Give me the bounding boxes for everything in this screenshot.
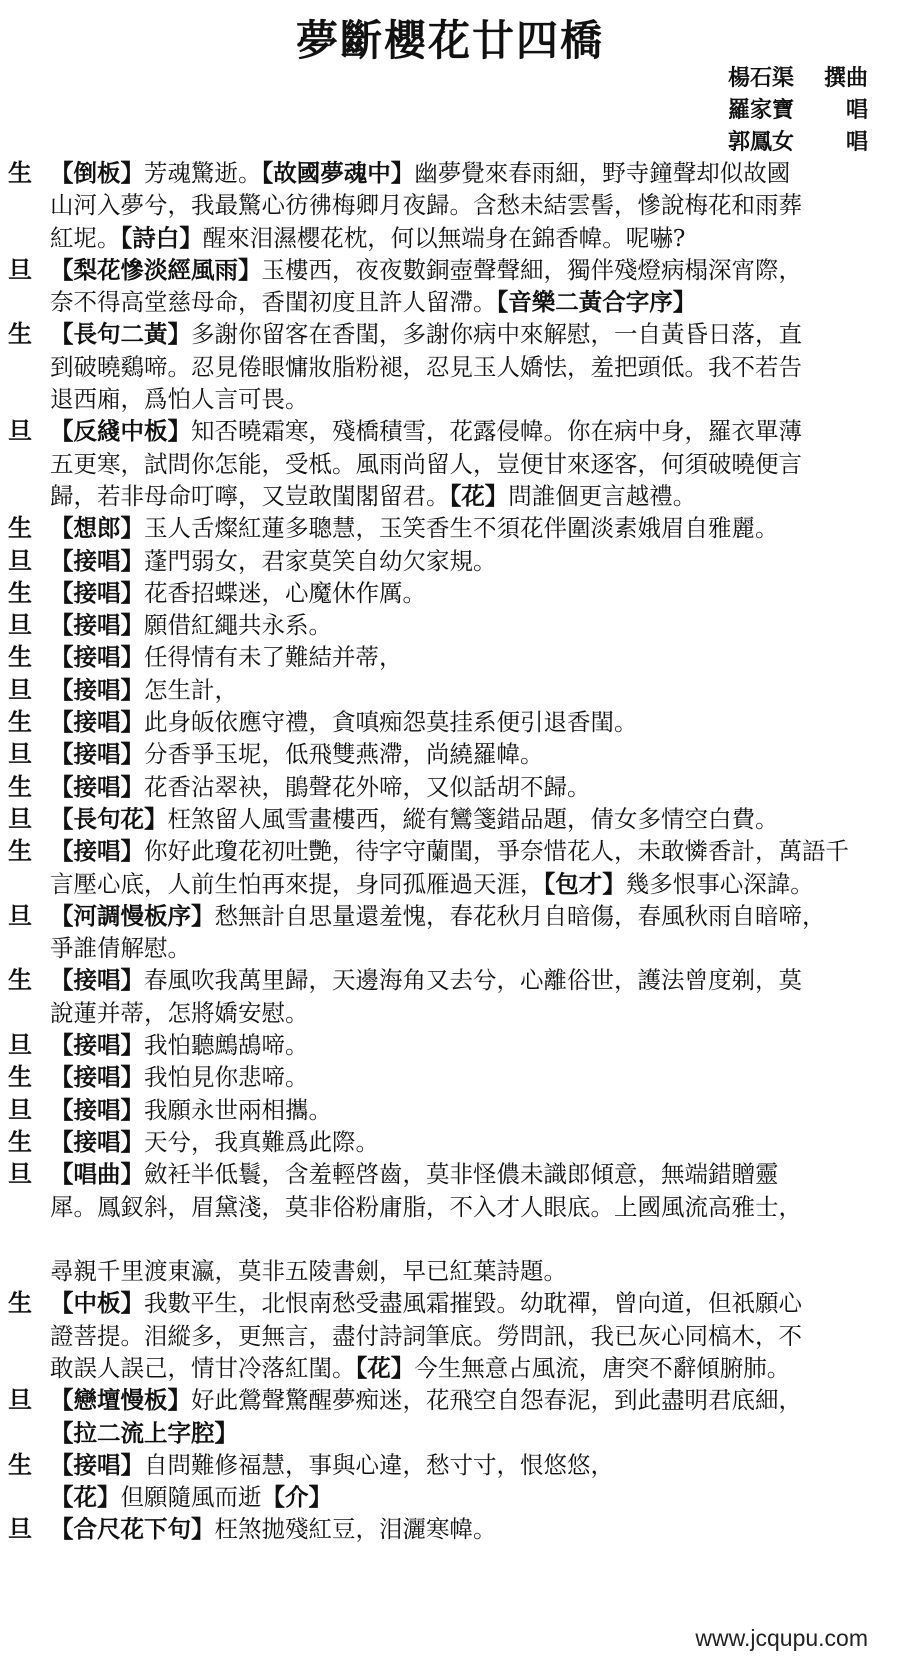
lyric-entry bbox=[8, 641, 890, 673]
lyric-line bbox=[50, 771, 890, 803]
lyric-lines bbox=[50, 674, 890, 706]
lyric-text: 玉人舌燦紅蓮多聰慧，玉笑香生不須花伴圍淡素娥眉自雅麗。 bbox=[144, 514, 779, 543]
lyric-line bbox=[50, 480, 890, 512]
tune-tag: 【接唱】 bbox=[50, 1095, 144, 1124]
lyric-line bbox=[50, 1384, 890, 1416]
lyric-text: 芳魂驚逝。 bbox=[144, 159, 262, 187]
lyric-text: 尋親千里渡東瀛，莫非五陵書劍，早已紅葉詩題。 bbox=[50, 1257, 567, 1286]
role-label: 旦 bbox=[8, 416, 32, 446]
lyric-line bbox=[50, 1094, 890, 1126]
tune-tag: 【中板】 bbox=[50, 1289, 144, 1318]
lyric-entry bbox=[8, 1126, 890, 1158]
lyric-text: 分香爭玉坭，低飛雙燕滯，尚繞羅幃。 bbox=[144, 740, 544, 769]
lyric-text: 玉樓西，夜夜數銅壺聲聲細，獨伴殘燈病榻深宵際， bbox=[261, 255, 802, 284]
tune-tag: 【接唱】 bbox=[50, 708, 144, 737]
credit-name: 楊石渠 bbox=[728, 65, 795, 91]
lyric-text: 山河入夢兮，我最驚心彷彿梅卿月夜歸。含愁未結雲髻，慘說梅花和雨葬 bbox=[50, 191, 802, 220]
lyric-entry bbox=[8, 1061, 890, 1093]
lyric-text: 知否曉霜寒，殘橋積雪，花露侵幃。你在病中身，羅衣單薄 bbox=[191, 417, 802, 446]
lyric-text: 花香招蝶迷，心魔休作厲。 bbox=[144, 578, 426, 607]
lyric-entry bbox=[8, 900, 890, 965]
tune-tag: 【接唱】 bbox=[50, 1127, 144, 1156]
lyric-line bbox=[50, 1352, 890, 1384]
lyric-line bbox=[50, 1029, 890, 1061]
tune-tag: 【拉二流上字腔】 bbox=[50, 1418, 238, 1447]
tune-tag: 【故國夢魂中】 bbox=[261, 159, 415, 187]
lyric-lines bbox=[50, 1126, 890, 1158]
lyric-line bbox=[50, 254, 890, 286]
lyric-line bbox=[50, 577, 890, 609]
tune-tag: 【唱曲】 bbox=[50, 1160, 144, 1189]
lyric-text: 紅坭。 bbox=[50, 223, 121, 252]
lyric-line bbox=[50, 1158, 890, 1190]
tune-tag: 【倒板】 bbox=[50, 159, 144, 187]
role-label: 旦 bbox=[8, 1514, 32, 1544]
lyric-text: 證菩提。泪縱多，更無言，盡付詩詞筆底。勞問訊，我已灰心同槁木，不 bbox=[50, 1321, 802, 1350]
lyric-text: 枉煞拋殘紅豆，泪灑寒幃。 bbox=[214, 1515, 497, 1544]
tune-tag: 【接唱】 bbox=[50, 772, 144, 801]
lyric-lines bbox=[50, 157, 890, 254]
lyric-line bbox=[50, 932, 890, 964]
role-label: 生 bbox=[8, 771, 32, 801]
lyric-lines bbox=[50, 1158, 890, 1287]
lyric-lines bbox=[50, 318, 890, 415]
lyric-text: 斂衽半低鬟，含羞輕啓齒，莫非怪儂未識郎傾意，無端錯贈靈 bbox=[144, 1160, 779, 1189]
lyric-lines bbox=[50, 803, 890, 835]
watermark: www.jcqupu.com bbox=[695, 1625, 868, 1651]
lyrics-body bbox=[8, 157, 890, 1546]
lyric-lines bbox=[50, 1287, 890, 1384]
lyric-entry bbox=[8, 545, 890, 577]
page-title: 夢斷櫻花廿四橋 bbox=[295, 16, 604, 65]
lyric-entry bbox=[8, 1158, 890, 1287]
lyric-text: 此身皈依應守禮，貪嗔痴怨莫挂系便引退香閨。 bbox=[144, 708, 638, 737]
lyric-line bbox=[50, 1191, 890, 1223]
lyric-line bbox=[50, 868, 890, 900]
lyric-line bbox=[50, 189, 890, 221]
lyric-entry bbox=[8, 157, 890, 254]
lyric-text: 說蓮并蒂，怎將嬌安慰。 bbox=[50, 998, 309, 1027]
tune-tag: 【音樂二黃合字序】 bbox=[496, 288, 697, 317]
lyric-line bbox=[50, 1481, 890, 1513]
lyric-line bbox=[50, 351, 890, 383]
lyric-entry bbox=[8, 674, 890, 706]
lyric-lines bbox=[50, 641, 890, 673]
role-label: 旦 bbox=[8, 739, 32, 769]
tune-tag: 【花】 bbox=[449, 481, 509, 510]
tune-tag: 【長句花】 bbox=[50, 804, 168, 833]
lyric-text: 蓬門弱女，君家莫笑自幼欠家規。 bbox=[144, 546, 497, 575]
lyric-text: 言壓心底，人前生怕再來提，身同孤雁過天涯， bbox=[50, 869, 544, 898]
lyric-lines bbox=[50, 1513, 890, 1545]
lyric-entry bbox=[8, 1384, 890, 1449]
tune-tag: 【接唱】 bbox=[50, 1063, 144, 1092]
role-label: 生 bbox=[8, 1126, 32, 1156]
credit-name: 郭鳳女 bbox=[728, 129, 795, 155]
tune-tag: 【想郎】 bbox=[50, 514, 144, 543]
lyric-lines bbox=[50, 577, 890, 609]
tune-tag: 【包才】 bbox=[543, 869, 626, 898]
lyric-entry bbox=[8, 835, 890, 900]
role-label: 旦 bbox=[8, 803, 32, 833]
lyric-line bbox=[50, 1126, 890, 1158]
role-label: 旦 bbox=[8, 610, 32, 640]
lyric-lines bbox=[50, 738, 890, 770]
lyric-lines bbox=[50, 254, 890, 319]
lyric-line bbox=[50, 448, 890, 480]
lyric-line bbox=[50, 545, 890, 577]
tune-tag: 【接唱】 bbox=[50, 643, 144, 672]
lyric-line bbox=[50, 1417, 890, 1449]
role-label: 旦 bbox=[8, 545, 32, 575]
lyric-lines bbox=[50, 609, 890, 641]
lyric-text: 爭誰倩解慰。 bbox=[50, 934, 191, 963]
lyric-line bbox=[50, 1061, 890, 1093]
lyric-line bbox=[50, 1320, 890, 1352]
lyric-lines bbox=[50, 900, 890, 965]
tune-tag: 【合尺花下句】 bbox=[50, 1515, 215, 1544]
lyric-entry bbox=[8, 512, 890, 544]
lyric-line bbox=[50, 318, 890, 350]
lyric-line bbox=[50, 286, 890, 318]
lyric-lines bbox=[50, 512, 890, 544]
role-label: 旦 bbox=[8, 1030, 32, 1060]
lyric-entry bbox=[8, 609, 890, 641]
role-label: 生 bbox=[8, 1288, 32, 1318]
lyric-lines bbox=[50, 1384, 890, 1449]
lyric-entry bbox=[8, 1094, 890, 1126]
tune-tag: 【介】 bbox=[261, 1483, 332, 1512]
lyric-line bbox=[50, 1449, 890, 1481]
tune-tag: 【梨花慘淡經風雨】 bbox=[50, 255, 262, 284]
lyric-text: 退西廂，爲怕人言可畏。 bbox=[50, 385, 309, 414]
lyric-line bbox=[50, 1513, 890, 1545]
tune-tag: 【接唱】 bbox=[50, 675, 144, 704]
tune-tag: 【接唱】 bbox=[50, 611, 144, 640]
lyric-line bbox=[50, 674, 890, 706]
lyric-entry bbox=[8, 318, 890, 415]
lyric-text: 犀。鳳釵斜，眉黛淺，莫非俗粉庸脂，不入才人眼底。上國風流高雅士， bbox=[50, 1192, 802, 1221]
credits bbox=[728, 62, 868, 158]
lyric-entry bbox=[8, 771, 890, 803]
lyric-line bbox=[50, 609, 890, 641]
lyric-entry bbox=[8, 1513, 890, 1545]
role-label: 生 bbox=[8, 1449, 32, 1479]
role-label: 旦 bbox=[8, 1094, 32, 1124]
lyric-entry bbox=[8, 964, 890, 1029]
credit-singer-female bbox=[728, 126, 868, 158]
role-label: 生 bbox=[8, 158, 32, 187]
tune-tag: 【花】 bbox=[50, 1483, 121, 1512]
lyric-entry bbox=[8, 415, 890, 512]
credit-lyricist bbox=[728, 62, 868, 94]
lyric-line bbox=[50, 997, 890, 1029]
credit-singer-male bbox=[728, 94, 868, 126]
lyric-lines bbox=[50, 1029, 890, 1061]
role-label: 生 bbox=[8, 642, 32, 672]
lyric-text: 多謝你留客在香閨，多謝你病中來解慰，一自黃昏日落，直 bbox=[191, 320, 802, 349]
tune-tag: 【接唱】 bbox=[50, 1031, 144, 1060]
role-label: 生 bbox=[8, 577, 32, 607]
credit-role: 唱 bbox=[845, 129, 868, 155]
lyric-text: 愁無計自思量還羞愧，春花秋月自暗傷，春風秋雨自暗啼， bbox=[214, 901, 826, 930]
lyric-text: 敢誤人誤己，情甘冷落紅閨。 bbox=[50, 1353, 356, 1382]
credit-name: 羅家寶 bbox=[728, 97, 795, 123]
role-label: 生 bbox=[8, 319, 32, 349]
lyric-text: 任得情有未了難結并蒂， bbox=[144, 643, 403, 672]
role-label: 生 bbox=[8, 965, 32, 995]
lyric-line bbox=[50, 415, 890, 447]
lyric-line bbox=[50, 157, 890, 189]
lyric-lines bbox=[50, 415, 890, 512]
lyric-text: 天兮，我真難爲此際。 bbox=[144, 1127, 379, 1156]
lyric-entry bbox=[8, 1287, 890, 1384]
lyric-lines bbox=[50, 1449, 890, 1514]
tune-tag: 【接唱】 bbox=[50, 578, 144, 607]
tune-tag: 【接唱】 bbox=[50, 740, 144, 769]
lyric-text: 幾多恨事心深諱。 bbox=[625, 869, 814, 898]
lyric-text: 今生無意占風流，唐突不辭傾腑肺。 bbox=[414, 1353, 791, 1382]
lyric-text: 自問難修福慧，事與心違，愁寸寸，恨悠悠， bbox=[144, 1450, 614, 1479]
lyric-line bbox=[50, 383, 890, 415]
lyric-text: 但願隨風而逝 bbox=[120, 1483, 262, 1512]
lyric-entry bbox=[8, 1449, 890, 1514]
lyric-line bbox=[50, 738, 890, 770]
lyric-entry bbox=[8, 254, 890, 319]
lyric-line bbox=[50, 706, 890, 738]
lyric-text: 奈不得高堂慈母命，香閨初度且許人留滯。 bbox=[50, 288, 497, 317]
tune-tag: 【接唱】 bbox=[50, 546, 144, 575]
lyric-text: 歸，若非母命叮嚀，又豈敢閨閣留君。 bbox=[50, 481, 450, 510]
lyric-entry bbox=[8, 738, 890, 770]
lyric-text: 枉煞留人風雪畫樓西，縱有鸞箋錯品題，倩女多情空白費。 bbox=[167, 804, 779, 833]
lyric-lines bbox=[50, 1094, 890, 1126]
lyric-line bbox=[50, 964, 890, 996]
role-label: 生 bbox=[8, 513, 32, 543]
lyric-line bbox=[50, 900, 890, 932]
lyric-lines bbox=[50, 545, 890, 577]
lyric-lines bbox=[50, 835, 890, 900]
role-label: 生 bbox=[8, 836, 32, 866]
lyric-text: 醒來泪濕櫻花枕，何以無端身在錦香幃。呢嚇? bbox=[202, 223, 686, 252]
tune-tag: 【花】 bbox=[355, 1353, 415, 1382]
lyric-text: 你好此瓊花初吐艷，待字守蘭閨，爭奈惜花人，未敢憐香計，萬語千 bbox=[144, 837, 849, 866]
tune-tag: 【接唱】 bbox=[50, 837, 144, 866]
lyric-entry bbox=[8, 706, 890, 738]
lyric-lines bbox=[50, 706, 890, 738]
tune-tag: 【戀壇慢板】 bbox=[50, 1386, 191, 1415]
lyric-entry bbox=[8, 1029, 890, 1061]
tune-tag: 【詩白】 bbox=[120, 223, 203, 252]
lyric-text: 五更寒，試問你怎能，受柢。風雨尚留人，豈便甘來逐客，何須破曉便言 bbox=[50, 449, 802, 478]
role-label: 旦 bbox=[8, 900, 32, 930]
tune-tag: 【河調慢板序】 bbox=[50, 901, 215, 930]
lyric-text: 幽夢覺來春雨細，野寺鐘聲却似故國 bbox=[414, 159, 791, 187]
lyric-line bbox=[50, 835, 890, 867]
lyric-text: 問誰個更言越禮。 bbox=[508, 481, 697, 510]
lyric-entry bbox=[8, 803, 890, 835]
role-label: 旦 bbox=[8, 254, 32, 284]
credit-role: 撰曲 bbox=[823, 65, 868, 91]
tune-tag: 【反綫中板】 bbox=[50, 417, 191, 446]
role-label: 生 bbox=[8, 1062, 32, 1092]
lyric-text: 我怕聽鷓鴣啼。 bbox=[144, 1031, 309, 1060]
lyric-text: 我願永世兩相攜。 bbox=[144, 1095, 332, 1124]
role-label: 旦 bbox=[8, 674, 32, 704]
tune-tag: 【長句二黃】 bbox=[50, 320, 191, 349]
lyric-text: 我數平生，北恨南愁受盡風霜摧毀。幼耽禪，曾向道，但祇願心 bbox=[144, 1289, 802, 1318]
credit-role: 唱 bbox=[845, 97, 868, 123]
lyric-text: 願借紅繩共永系。 bbox=[144, 611, 332, 640]
lyric-text: 春風吹我萬里歸，天邊海角又去兮，心離俗世，護法曾度剃，莫 bbox=[144, 966, 802, 995]
lyric-line bbox=[50, 512, 890, 544]
lyric-text: 花香沾翠袂，鵑聲花外啼，又似話胡不歸。 bbox=[144, 772, 591, 801]
lyric-lines bbox=[50, 964, 890, 1029]
lyric-entry bbox=[8, 577, 890, 609]
lyric-text: 好此鶯聲驚醒夢痴迷，花飛空自怨春泥，到此盡明君底細， bbox=[191, 1386, 802, 1415]
lyric-lines bbox=[50, 1061, 890, 1093]
lyric-line bbox=[50, 222, 890, 254]
tune-tag: 【接唱】 bbox=[50, 966, 144, 995]
lyric-line bbox=[50, 641, 890, 673]
lyric-text: 我怕見你悲啼。 bbox=[144, 1063, 309, 1092]
role-label: 旦 bbox=[8, 1159, 32, 1189]
role-label: 旦 bbox=[8, 1385, 32, 1415]
lyric-lines bbox=[50, 771, 890, 803]
tune-tag: 【接唱】 bbox=[50, 1450, 144, 1479]
lyric-line bbox=[50, 1287, 890, 1319]
role-label: 生 bbox=[8, 707, 32, 737]
lyric-line bbox=[50, 803, 890, 835]
lyric-text: 怎生計， bbox=[144, 675, 238, 704]
lyric-line bbox=[50, 1255, 890, 1287]
lyric-text: 到破曉鷄啼。忍見倦眼慵妝脂粉褪，忍見玉人嬌怯，羞把頭低。我不若告 bbox=[50, 352, 802, 381]
